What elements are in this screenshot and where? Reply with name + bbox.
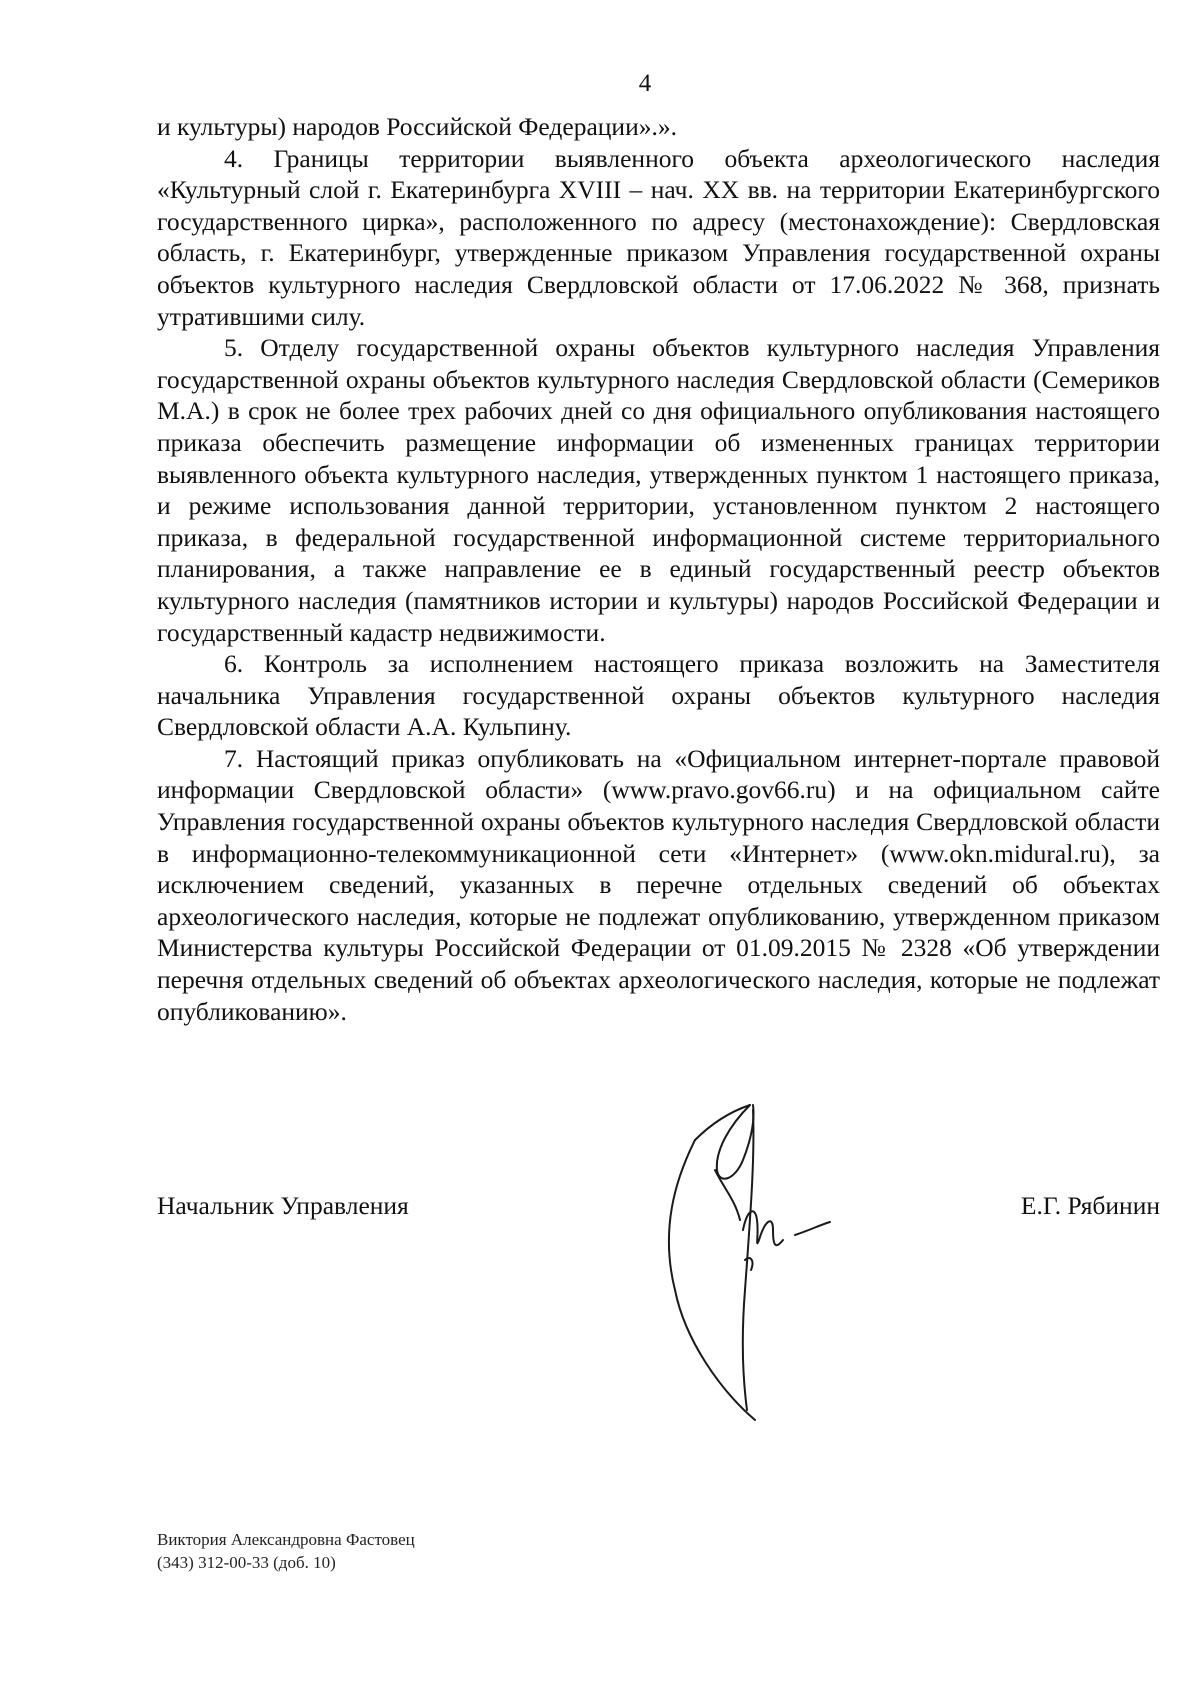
- handwritten-signature: [655, 1090, 905, 1430]
- paragraph-item-6: 6. Контроль за исполнением настоящего приказа возложить на Заместителя начальника Управления государственной охраны объектов культурного наследия Свердловской области А.А. Кульпину.: [157, 649, 1160, 742]
- paragraph-continuation: и культуры) народов Российской Федерации».».: [157, 112, 677, 141]
- document-body: [157, 111, 1160, 1027]
- signer-position: Начальник Управления: [157, 1191, 409, 1220]
- paragraph-item-7: 7. Настоящий приказ опубликовать на «Официальном интернет-портале правовой информации Свердловской области» (www.pravo.gov66.ru) и на официальном сайте Управления государственной охраны объектов культурного наследия Свердловской области в информационно-телекоммуникационной сети «Интернет» (www.okn.midural.ru), за исключением сведений, указанных в перечне отдельных сведений об объектах археологического наследия, которые не подлежат опубликованию, утвержденном приказом Министерства культуры Российской Федерации от 01.09.2015 № 2328 «Об утверждении перечня отдельных сведений об объектах археологического наследия, которые не подлежат опубликованию».: [157, 743, 1160, 1026]
- signer-name: Е.Г. Рябинин: [1020, 1191, 1160, 1220]
- contact-phone: (343) 312-00-33 (доб. 10): [157, 1553, 336, 1572]
- contact-name: Виктория Александровна Фастовец: [157, 1530, 415, 1549]
- paragraph-item-4: 4. Границы территории выявленного объекта археологического наследия «Культурный слой г. Екатеринбурга XVIII – нач. XX вв. на территории Екатеринбургского государственного цирка», расположенного по адресу (местонахождение): Свердловская область, г. Екатеринбург, утвержденные приказом Управления государственной охраны объектов культурного наследия Свердловской области от 17.06.2022 № 368, признать утратившими силу.: [157, 143, 1160, 331]
- contact-info: [157, 1528, 415, 1574]
- page-number: 4: [638, 70, 652, 97]
- paragraph-item-5: 5. Отделу государственной охраны объектов культурного наследия Управления государственной охраны объектов культурного наследия Свердловской области (Семериков М.А.) в срок не более трех рабочих дней со дня официального опубликования настоящего приказа обеспечить размещение информации об измененных границах территории выявленного объекта культурного наследия, утвержденных пунктом 1 настоящего приказа, и режиме использования данной территории, установленном пунктом 2 настоящего приказа, в федеральной государственной информационной системе территориального планирования, а также направление ее в единый государственный реестр объектов культурного наследия (памятников истории и культуры) народов Российской Федерации и государственный кадастр недвижимости.: [157, 333, 1160, 647]
